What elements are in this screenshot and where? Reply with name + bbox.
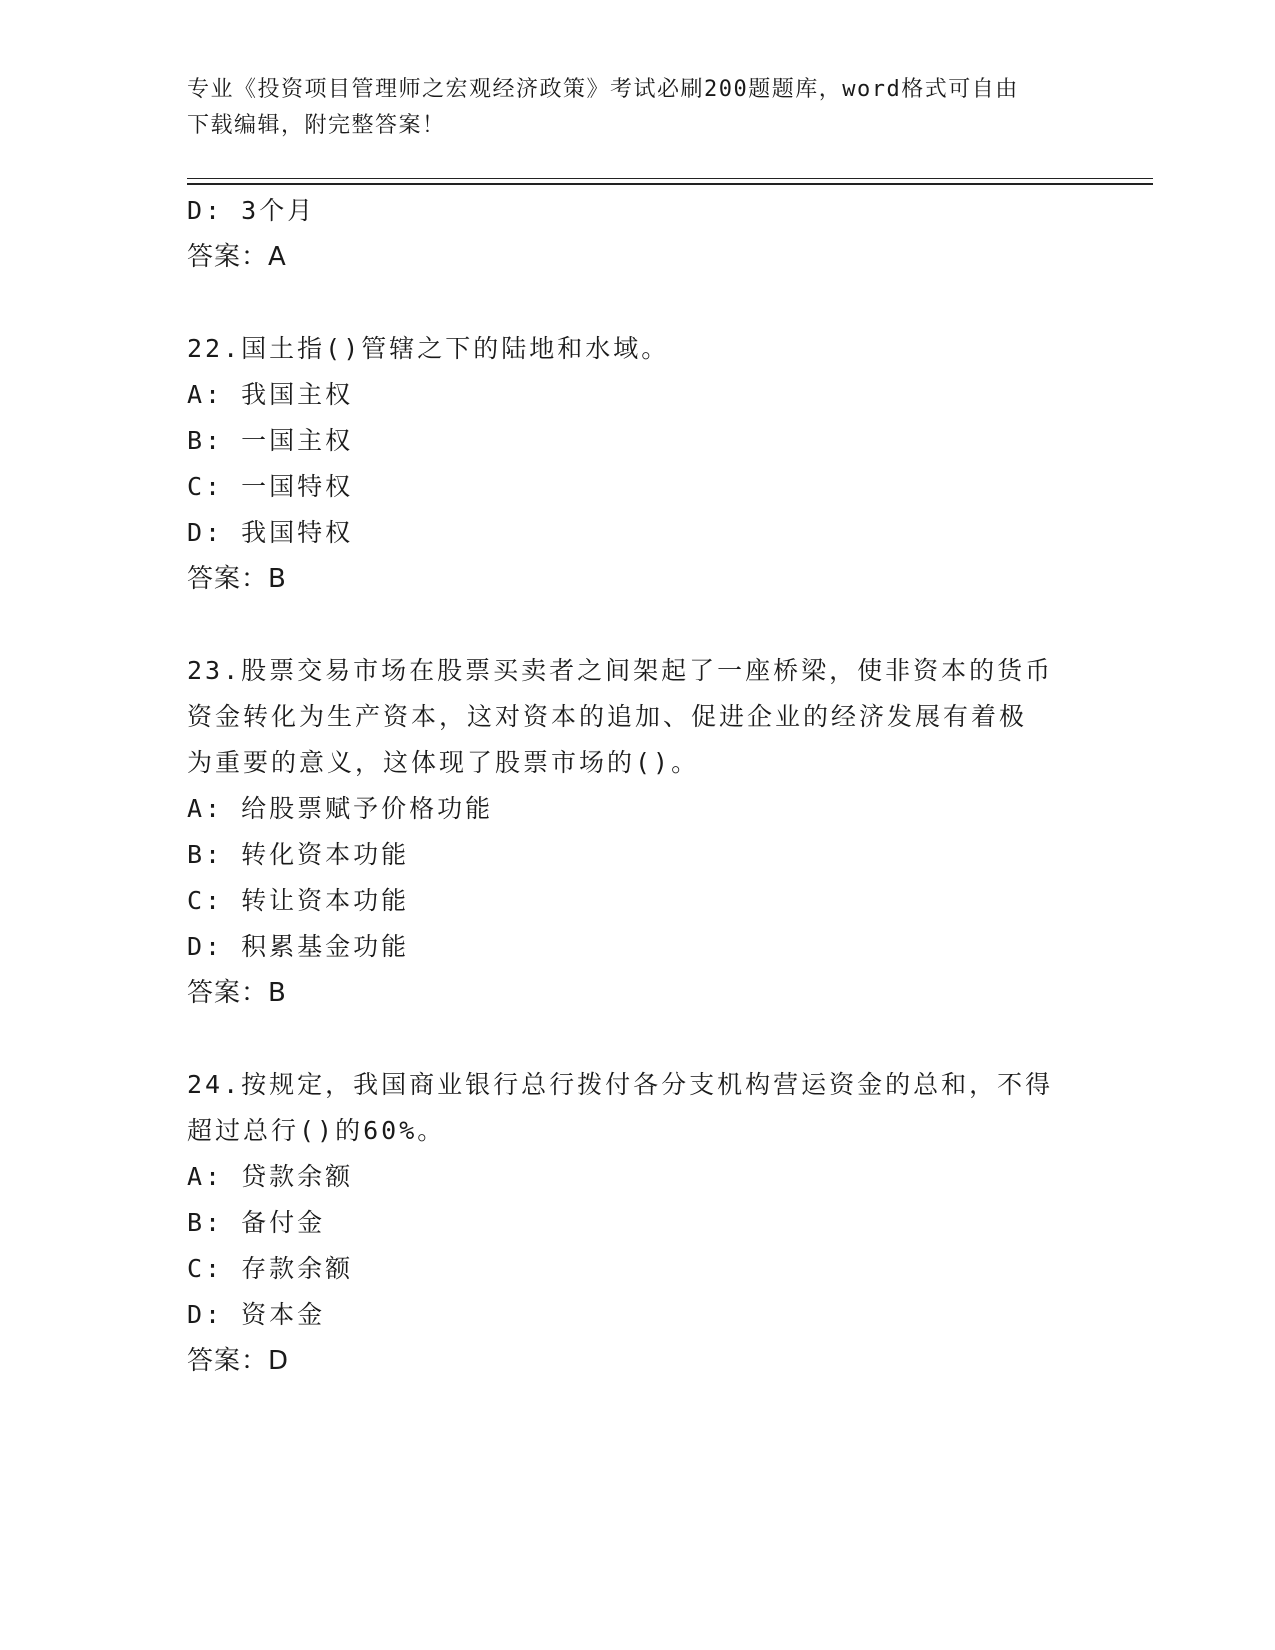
question-block-23 [187,648,1077,1016]
question-list [187,188,1077,1384]
answer-label: 答案：D [187,1346,290,1376]
option-c: C: 一国特权 [187,472,354,501]
document-header [187,72,1077,144]
answer-label: 答案：B [187,978,287,1008]
option-a: A: 我国主权 [187,380,354,409]
option-b: B: 一国主权 [187,426,354,455]
option-d: D: 资本金 [187,1300,326,1329]
option-a: A: 给股票赋予价格功能 [187,794,494,823]
header-divider-thick [187,183,1153,185]
question-text: 23.股票交易市场在股票买卖者之间架起了一座桥梁，使非资本的货币 [187,656,1054,685]
option-c: C: 转让资本功能 [187,886,410,915]
option-c: C: 存款余额 [187,1254,354,1283]
header-line-1: 专业《投资项目管理师之宏观经济政策》考试必刷200题题库，word格式可自由 [187,77,1019,102]
question-text: 超过总行()的60%。 [187,1116,446,1145]
question-text: 24.按规定，我国商业银行总行拨付各分支机构营运资金的总和，不得 [187,1070,1054,1099]
option-b: B: 转化资本功能 [187,840,410,869]
header-line-2: 下载编辑，附完整答案！ [187,113,446,138]
question-text: 资金转化为生产资本，这对资本的追加、促进企业的经济发展有着极 [187,702,1028,731]
question-text: 为重要的意义，这体现了股票市场的()。 [187,748,700,777]
question-block-24 [187,1062,1077,1384]
option-d: D: 积累基金功能 [187,932,410,961]
question-text: 22.国土指()管辖之下的陆地和水域。 [187,334,670,363]
answer-label: 答案：B [187,564,287,594]
question-block-22 [187,326,1077,602]
option-d: D: 我国特权 [187,518,354,547]
option-a: A: 贷款余额 [187,1162,354,1191]
header-divider-thin [187,178,1153,179]
answer-label: 答案：A [187,242,287,272]
option-b: B: 备付金 [187,1208,326,1237]
option-d: D: 3个月 [187,196,316,225]
